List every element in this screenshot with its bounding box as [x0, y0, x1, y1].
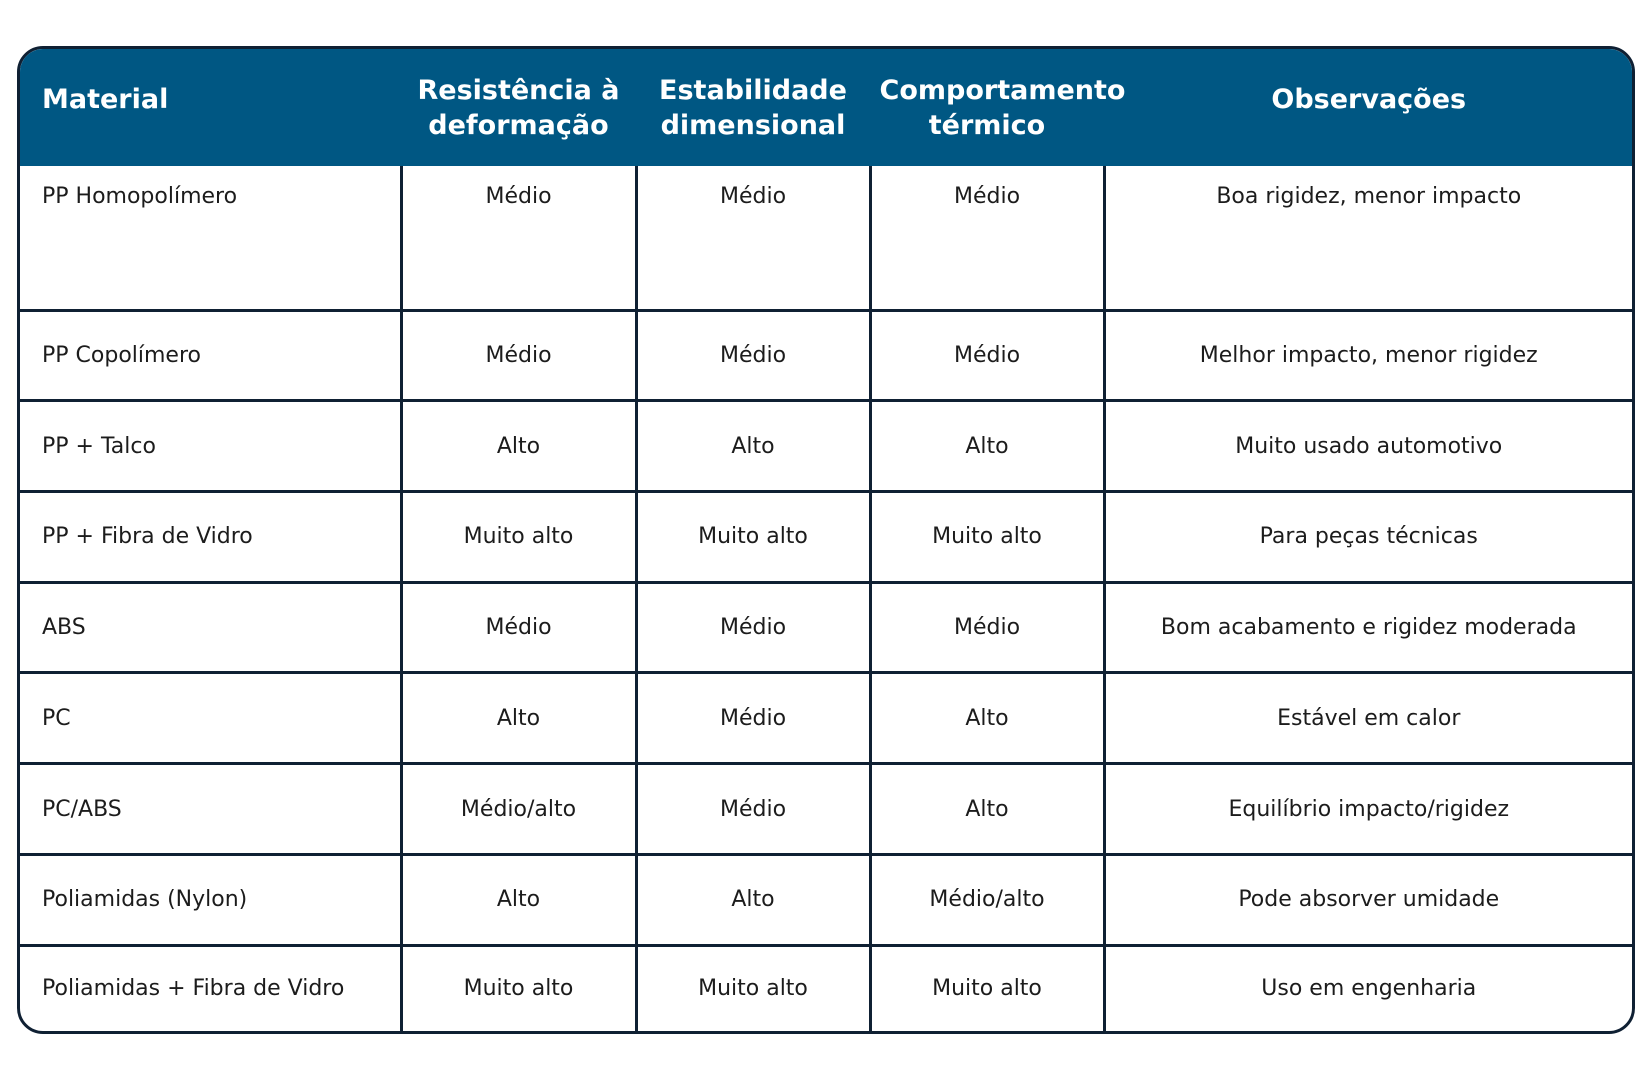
- table-body: [20, 166, 1632, 1031]
- cell-material: PP Copolímero: [20, 310, 401, 401]
- cell-comportamento: Médio: [870, 582, 1104, 673]
- cell-material: Poliamidas (Nylon): [20, 854, 401, 945]
- header-resistencia-line2: deformação: [428, 109, 609, 141]
- header-estabilidade-line2: dimensional: [660, 109, 846, 141]
- cell-resistencia: Médio: [401, 310, 636, 401]
- header-comportamento-line2: térmico: [928, 109, 1046, 141]
- header-row: [20, 49, 1632, 166]
- cell-comportamento: Muito alto: [870, 945, 1104, 1031]
- cell-estabilidade: Muito alto: [636, 492, 870, 583]
- cell-observacoes: Estável em calor: [1104, 673, 1632, 764]
- header-observacoes: [1104, 49, 1632, 166]
- header-observacoes-label: Observações: [1271, 84, 1467, 115]
- cell-resistencia: Alto: [401, 401, 636, 492]
- header-resistencia-line1: Resistência à: [417, 74, 620, 106]
- table-row: [20, 854, 1632, 945]
- cell-estabilidade: Médio: [636, 582, 870, 673]
- table-row: [20, 401, 1632, 492]
- cell-material: PP + Talco: [20, 401, 401, 492]
- cell-resistencia: Médio: [401, 582, 636, 673]
- header-material: [20, 49, 401, 166]
- table-row: [20, 166, 1632, 310]
- cell-observacoes: Muito usado automotivo: [1104, 401, 1632, 492]
- table-row: [20, 582, 1632, 673]
- cell-material: Poliamidas + Fibra de Vidro: [20, 945, 401, 1031]
- table-row: [20, 764, 1632, 855]
- cell-estabilidade: Alto: [636, 854, 870, 945]
- cell-comportamento: Médio/alto: [870, 854, 1104, 945]
- cell-observacoes: Pode absorver umidade: [1104, 854, 1632, 945]
- header-resistencia: [401, 49, 636, 166]
- header-estabilidade-line1: Estabilidade: [659, 74, 847, 106]
- cell-estabilidade: Médio: [636, 310, 870, 401]
- table-row: [20, 945, 1632, 1031]
- header-material-label: Material: [42, 84, 169, 115]
- cell-material: PP Homopolímero: [42, 184, 238, 209]
- table-row: [20, 673, 1632, 764]
- cell-resistencia: Muito alto: [401, 945, 636, 1031]
- cell-observacoes: Para peças técnicas: [1104, 492, 1632, 583]
- cell-observacoes: Equilíbrio impacto/rigidez: [1104, 764, 1632, 855]
- header-estabilidade: [636, 49, 870, 166]
- cell-resistencia: Médio/alto: [401, 764, 636, 855]
- cell-comportamento: Médio: [870, 166, 1104, 310]
- table-row: [20, 310, 1632, 401]
- cell-estabilidade: Médio: [636, 764, 870, 855]
- cell-observacoes: Uso em engenharia: [1104, 945, 1632, 1031]
- cell-resistencia: Alto: [401, 854, 636, 945]
- cell-comportamento: Alto: [870, 673, 1104, 764]
- cell-resistencia: Médio: [401, 166, 636, 310]
- cell-material: ABS: [20, 582, 401, 673]
- table-row: [20, 492, 1632, 583]
- cell-material: PC/ABS: [20, 764, 401, 855]
- cell-comportamento: Muito alto: [870, 492, 1104, 583]
- cell-comportamento: Alto: [870, 764, 1104, 855]
- cell-estabilidade: Alto: [636, 401, 870, 492]
- header-comportamento: [870, 49, 1126, 166]
- materials-table: [20, 49, 1632, 1031]
- cell-resistencia: Alto: [401, 673, 636, 764]
- cell-material: PP + Fibra de Vidro: [20, 492, 401, 583]
- cell-comportamento: Alto: [870, 401, 1104, 492]
- cell-observacoes: Melhor impacto, menor rigidez: [1104, 310, 1632, 401]
- header-comportamento-line1: Comportamento: [879, 74, 1126, 106]
- cell-estabilidade: Médio: [636, 673, 870, 764]
- materials-comparison-table: [17, 46, 1635, 1034]
- cell-estabilidade: Médio: [636, 166, 870, 310]
- table-header: [20, 49, 1632, 166]
- cell-estabilidade: Muito alto: [636, 945, 870, 1031]
- cell-observacoes: Boa rigidez, menor impacto: [1104, 166, 1632, 310]
- cell-material: PC: [20, 673, 401, 764]
- cell-comportamento: Médio: [870, 310, 1104, 401]
- cell-observacoes: Bom acabamento e rigidez moderada: [1104, 582, 1632, 673]
- cell-resistencia: Muito alto: [401, 492, 636, 583]
